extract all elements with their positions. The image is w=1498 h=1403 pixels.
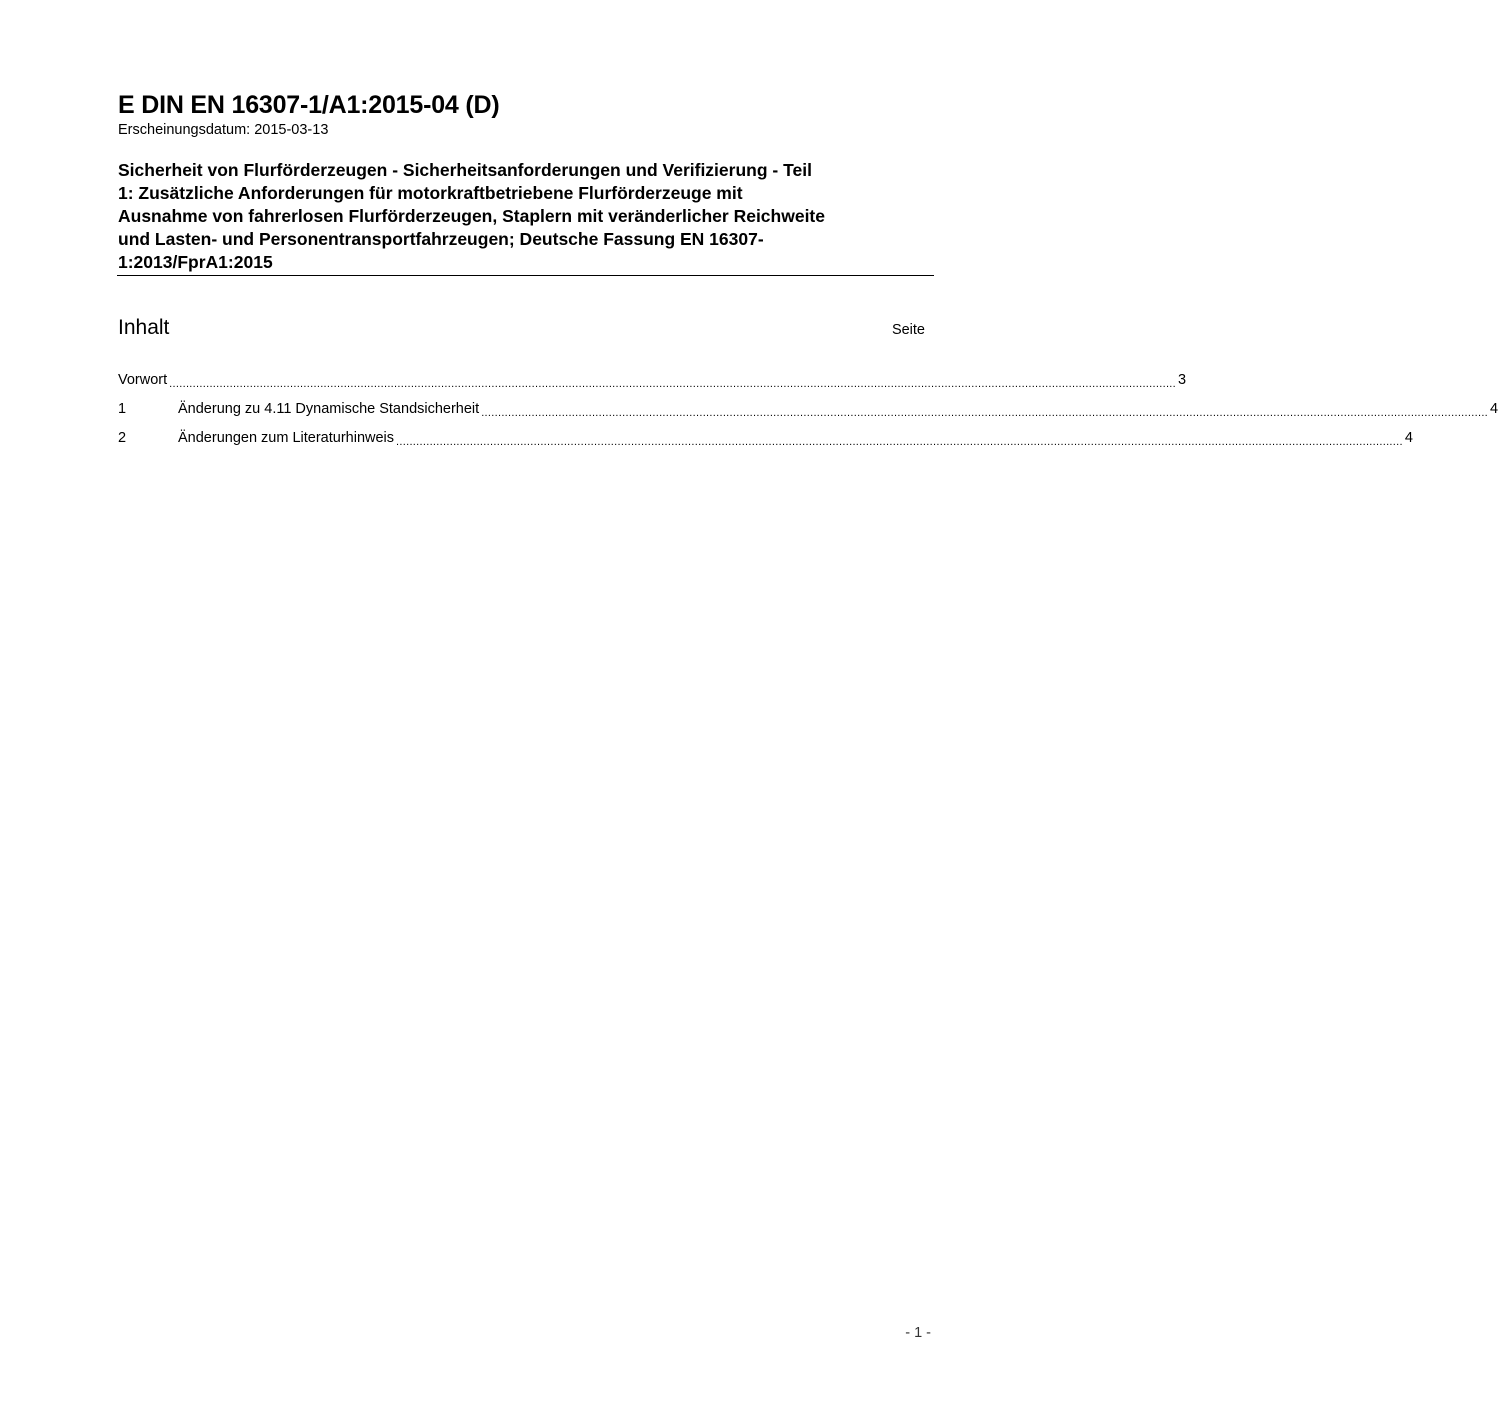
toc-page-column-label: Seite	[891, 322, 925, 338]
toc-entry-vorwort[interactable]	[118, 370, 1187, 399]
toc-entry-text[interactable]: Vorwort	[118, 372, 168, 388]
toc-entry-page[interactable]: 4	[1404, 430, 1413, 446]
toc-dot-leader: ............................................................................................................................................................................................................................................................................................................	[481, 407, 1489, 419]
toc-entry-number: 2	[118, 430, 127, 446]
toc-dot-leader: ............................................................................................................................................................................................................................................................................................................	[396, 436, 1403, 448]
document-title	[118, 159, 938, 274]
title-divider	[117, 275, 934, 276]
toc-entry-page[interactable]: 3	[1178, 372, 1187, 388]
title-line: und Lasten- und Personentransportfahrzeugen; Deutsche Fassung EN 16307-	[118, 229, 764, 249]
toc-entry-text[interactable]: Änderung zu 4.11 Dynamische Standsicherheit	[178, 401, 480, 417]
publication-date: Erscheinungsdatum: 2015-03-13	[118, 122, 329, 138]
document-id: E DIN EN 16307-1/A1:2015-04 (D)	[118, 91, 500, 119]
page-number: - 1 -	[905, 1325, 931, 1341]
title-line: Sicherheit von Flurförderzeugen - Sicherheitsanforderungen und Verifizierung - Teil	[118, 160, 812, 180]
title-line: Ausnahme von fahrerlosen Flurförderzeugen, Staplern mit veränderlicher Reichweite	[118, 206, 825, 226]
toc-heading: Inhalt	[118, 316, 170, 339]
toc-entry-number: 1	[118, 401, 127, 417]
title-line: 1: Zusätzliche Anforderungen für motorkraftbetriebene Flurförderzeuge mit	[118, 183, 743, 203]
table-of-contents	[118, 370, 1498, 457]
toc-entry-1[interactable]	[118, 399, 1498, 428]
title-line: 1:2013/FprA1:2015	[118, 252, 273, 272]
toc-entry-text[interactable]: Änderungen zum Literaturhinweis	[178, 430, 395, 446]
toc-dot-leader: ............................................................................................................................................................................................................................................................................................................	[169, 378, 1177, 390]
toc-entry-2[interactable]	[118, 428, 1413, 457]
toc-entry-page[interactable]: 4	[1490, 401, 1498, 417]
